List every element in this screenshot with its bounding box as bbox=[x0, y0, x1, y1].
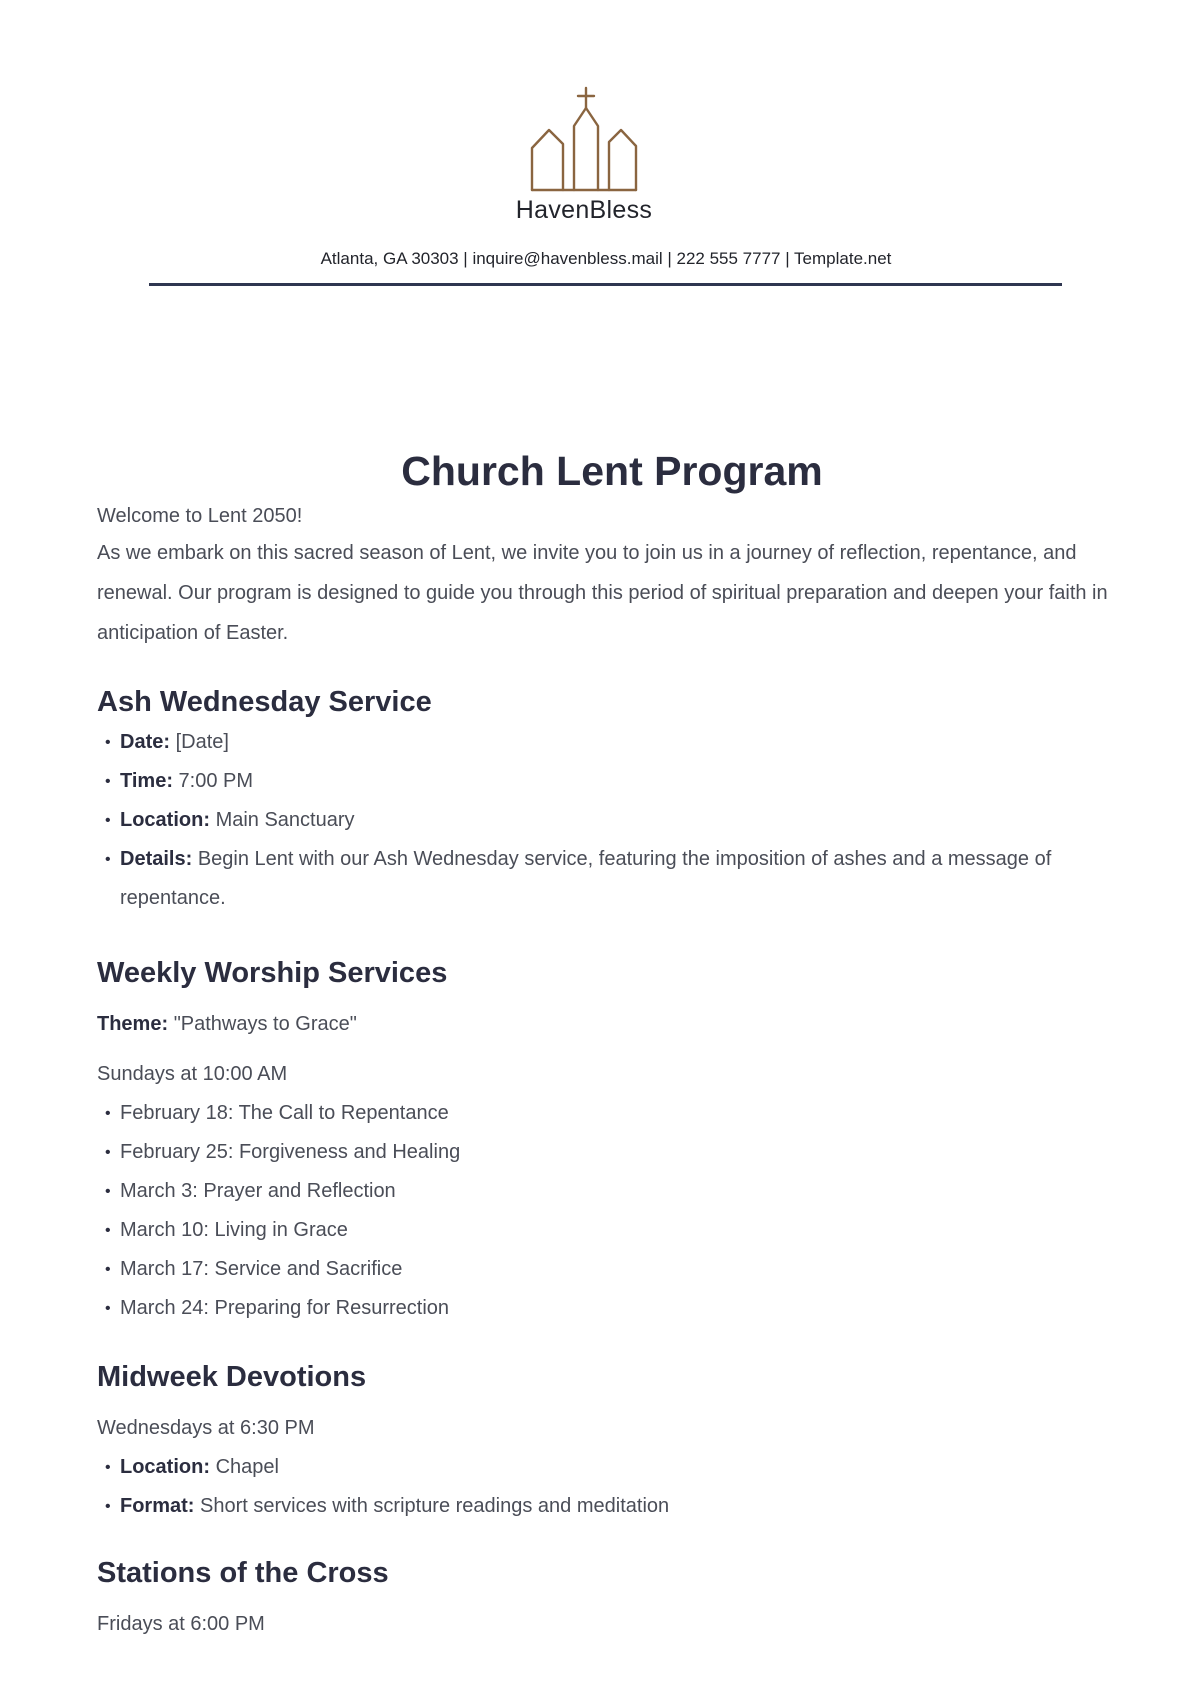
welcome-text: Welcome to Lent 2050! bbox=[97, 505, 303, 527]
section-heading-stations: Stations of the Cross bbox=[97, 1557, 389, 1589]
item-label: Date: bbox=[120, 731, 171, 753]
list-item: • February 25: Forgiveness and Healing bbox=[97, 1133, 1117, 1172]
theme-line bbox=[97, 1004, 1117, 1044]
item-value: Begin Lent with our Ash Wednesday service, featuring the imposition of ashes and a message of repentance. bbox=[120, 848, 1052, 909]
list-item: • March 17: Service and Sacrifice bbox=[97, 1250, 1117, 1289]
list-item bbox=[97, 723, 1117, 762]
item-label: Format: bbox=[120, 1495, 195, 1517]
page-title: Church Lent Program bbox=[401, 448, 823, 494]
item-value: Short services with scripture readings and meditation bbox=[200, 1495, 670, 1517]
item-label: Location: bbox=[120, 1456, 210, 1478]
weekly-schedule: Sundays at 10:00 AM bbox=[97, 1063, 288, 1085]
brand-name: HavenBless bbox=[515, 196, 653, 224]
item-label: Location: bbox=[120, 809, 210, 831]
item-label: Time: bbox=[120, 770, 173, 792]
section-heading-ash-wednesday: Ash Wednesday Service bbox=[97, 686, 432, 718]
weekly-list bbox=[97, 1094, 1117, 1328]
list-item bbox=[97, 1448, 1117, 1487]
list-item bbox=[97, 762, 1117, 801]
list-item bbox=[97, 801, 1117, 840]
section-heading-midweek: Midweek Devotions bbox=[97, 1361, 367, 1393]
item-value: Main Sanctuary bbox=[215, 809, 355, 831]
list-item bbox=[97, 840, 1117, 918]
ash-wednesday-list bbox=[97, 723, 1117, 918]
midweek-schedule: Wednesdays at 6:30 PM bbox=[97, 1417, 315, 1439]
theme-label: Theme: bbox=[97, 1013, 169, 1035]
document-body bbox=[97, 445, 1117, 1644]
item-value: 7:00 PM bbox=[178, 770, 254, 792]
theme-value: "Pathways to Grace" bbox=[173, 1013, 357, 1035]
list-item bbox=[97, 1487, 1117, 1526]
section-heading-weekly-worship: Weekly Worship Services bbox=[97, 957, 448, 989]
list-item: • February 18: The Call to Repentance bbox=[97, 1094, 1117, 1133]
contact-info: Atlanta, GA 30303 | inquire@havenbless.mail | 222 555 7777 | Template.net bbox=[320, 249, 892, 268]
list-item: • March 10: Living in Grace bbox=[97, 1211, 1117, 1250]
midweek-list bbox=[97, 1448, 1117, 1526]
header-divider bbox=[149, 283, 1062, 286]
item-value: Chapel bbox=[215, 1456, 279, 1478]
intro-paragraph: As we embark on this sacred season of Lent, we invite you to join us in a journey of reflection, repentance, and renewal. Our program is designed to guide you through this period of spiritual preparation and deepen your faith in anticipation of Easter. bbox=[97, 542, 1108, 644]
stations-schedule: Fridays at 6:00 PM bbox=[97, 1613, 265, 1635]
item-value: [Date] bbox=[175, 731, 229, 753]
list-item: • March 3: Prayer and Reflection bbox=[97, 1172, 1117, 1211]
church-icon bbox=[529, 86, 639, 196]
item-label: Details: bbox=[120, 848, 193, 870]
list-item: • March 24: Preparing for Resurrection bbox=[97, 1289, 1117, 1328]
